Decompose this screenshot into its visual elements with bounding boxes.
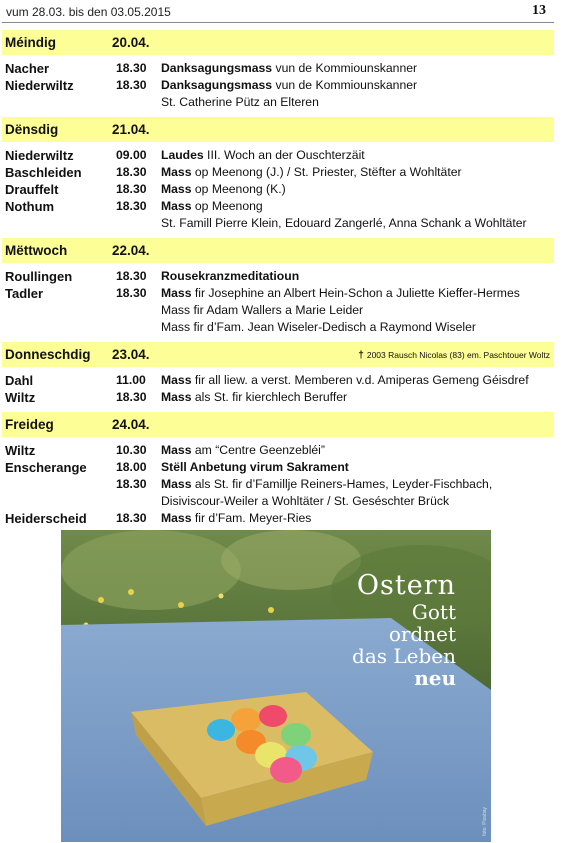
entry-description [161,60,417,77]
list-item [2,493,554,510]
day-note [358,350,550,361]
entry-intention: Mass fir d’Fam. Jean Wiseler-Dedisch a Raymond Wiseler [161,320,476,334]
entry-service: Mass [161,390,192,404]
list-item [2,476,554,493]
list-item [2,181,554,198]
entry-description [161,77,417,94]
entry-description [161,147,365,164]
entry-intention: St. Famill Pierre Klein, Edouard Zangerlé, Anna Schank a Wohltäter [161,216,527,230]
entry-service: Mass [161,182,192,196]
entry-place: Niederwiltz [5,78,74,93]
list-item [2,198,554,215]
entry-intention: fir Josephine an Albert Hein-Schon a Juliette Kieffer-Hermes [191,286,520,300]
entry-intention: op Meenong (J.) / St. Priester, Stëfter a Wohltäter [191,165,462,179]
list-item [2,319,554,336]
entry-service: Danksagungsmass [161,61,273,75]
entry-time: 18.30 [116,199,147,213]
list-item [2,94,554,111]
entry-intention: vun de Kommiounskanner [272,78,418,92]
day-name: Freideg [5,417,54,432]
list-item [2,459,554,476]
entry-service: Stëll Anbetung virum Sakrament [161,460,349,474]
entry-description [161,302,363,319]
list-item [2,285,554,302]
day-entries [2,372,554,406]
day-header [2,412,554,437]
entry-intention: Mass fir Adam Wallers a Marie Leider [161,303,364,317]
entry-time: 10.30 [116,443,147,457]
list-item [2,77,554,94]
list-item [2,302,554,319]
entry-place: Drauffelt [5,182,59,197]
photo-title: Ostern [356,570,456,601]
entry-description [161,94,319,111]
day-name: Donneschdig [5,347,91,362]
entry-intention: als St. fir d’Famillje Reiners-Hames, Leyder-Fischbach, [191,477,493,491]
cross-icon: † [358,350,364,361]
entry-place: Tadler [5,286,44,301]
list-item [2,372,554,389]
entry-time: 18.30 [116,477,147,491]
day-entries [2,147,554,232]
day-header [2,238,554,263]
day-date: 21.04. [112,122,150,137]
day-header [2,30,554,55]
easter-photo [61,530,491,842]
list-item [2,60,554,77]
day-name: Méindig [5,35,56,50]
photo-line-3: das Leben [352,644,456,668]
entry-description [161,164,462,181]
entry-description [161,442,325,459]
photo-line-1: Gott [411,600,456,624]
entry-description [161,215,527,232]
schedule [2,30,554,550]
entry-service: Danksagungsmass [161,78,273,92]
entry-service: Mass [161,443,192,457]
day-entries [2,268,554,336]
entry-service: Rousekranzmeditatioun [161,269,300,283]
entry-description [161,198,263,215]
page-number: 13 [532,3,546,18]
entry-intention: III. Woch an der Ouschterzäit [203,148,365,162]
page-header [6,3,546,22]
entry-intention: Disiviscour-Weiler a Wohltäter / St. Geséschter Brück [161,494,450,508]
entry-intention: am “Centre Geenzebléi” [191,443,325,457]
entry-description [161,372,529,389]
list-item [2,268,554,285]
list-item [2,510,554,527]
entry-place: Enscherange [5,460,87,475]
day-note-text: 2003 Rausch Nicolas (83) em. Paschtouer Woltz [366,350,550,360]
photo-credit: foto: Pixabay [482,807,488,836]
entry-time: 18.30 [116,182,147,196]
entry-place: Wiltz [5,443,36,458]
entry-intention: als St. fir kierchlech Beruffer [191,390,348,404]
entry-place: Roullingen [5,269,73,284]
entry-place: Baschleiden [5,165,82,180]
list-item [2,164,554,181]
entry-description [161,476,492,493]
entry-service: Mass [161,165,192,179]
entry-service: Mass [161,511,192,525]
entry-description [161,181,286,198]
entry-place: Wiltz [5,390,36,405]
entry-time: 18.00 [116,460,147,474]
entry-service: Mass [161,477,192,491]
day-date: 22.04. [112,243,150,258]
photo-title-block [352,570,456,689]
photo-line-2: ordnet [388,622,456,646]
entry-intention: op Meenong [191,199,263,213]
entry-place: Niederwiltz [5,148,74,163]
day-name: Mëttwoch [5,243,68,258]
entry-description [161,459,349,476]
entry-description [161,319,476,336]
day-date: 20.04. [112,35,150,50]
entry-service: Mass [161,373,192,387]
entry-time: 18.30 [116,269,147,283]
entry-description [161,510,311,527]
entry-time: 11.00 [116,373,146,387]
entry-intention: St. Catherine Pütz an Elteren [161,95,319,109]
header-divider [2,22,554,23]
day-header [2,117,554,142]
photo-line-4: neu [414,666,456,690]
entry-intention: vun de Kommiounskanner [272,61,418,75]
entry-time: 18.30 [116,286,147,300]
entry-description [161,268,299,285]
entry-time: 18.30 [116,511,147,525]
entry-description [161,285,520,302]
entry-service: Mass [161,286,192,300]
entry-intention: fir d’Fam. Meyer-Ries [191,511,312,525]
entry-service: Laudes [161,148,204,162]
day-entries [2,60,554,111]
entry-time: 18.30 [116,61,147,75]
list-item [2,442,554,459]
entry-time: 18.30 [116,78,147,92]
entry-intention: fir all liew. a verst. Memberen v.d. Amiperas Gemeng Géisdref [191,373,529,387]
entry-intention: op Meenong (K.) [191,182,286,196]
entry-time: 18.30 [116,390,147,404]
entry-place: Dahl [5,373,34,388]
entry-time: 09.00 [116,148,147,162]
entry-description [161,493,449,510]
list-item [2,147,554,164]
entry-place: Heiderscheid [5,511,87,526]
day-date: 24.04. [112,417,150,432]
day-entries [2,442,554,544]
list-item [2,215,554,232]
day-date: 23.04. [112,347,150,362]
entry-place: Nothum [5,199,55,214]
entry-time: 18.30 [116,165,147,179]
entry-place: Nacher [5,61,50,76]
list-item [2,389,554,406]
day-name: Dënsdig [5,122,59,137]
entry-description [161,389,347,406]
entry-service: Mass [161,199,192,213]
period-label: vum 28.03. bis den 03.05.2015 [6,5,171,19]
day-header [2,342,554,367]
